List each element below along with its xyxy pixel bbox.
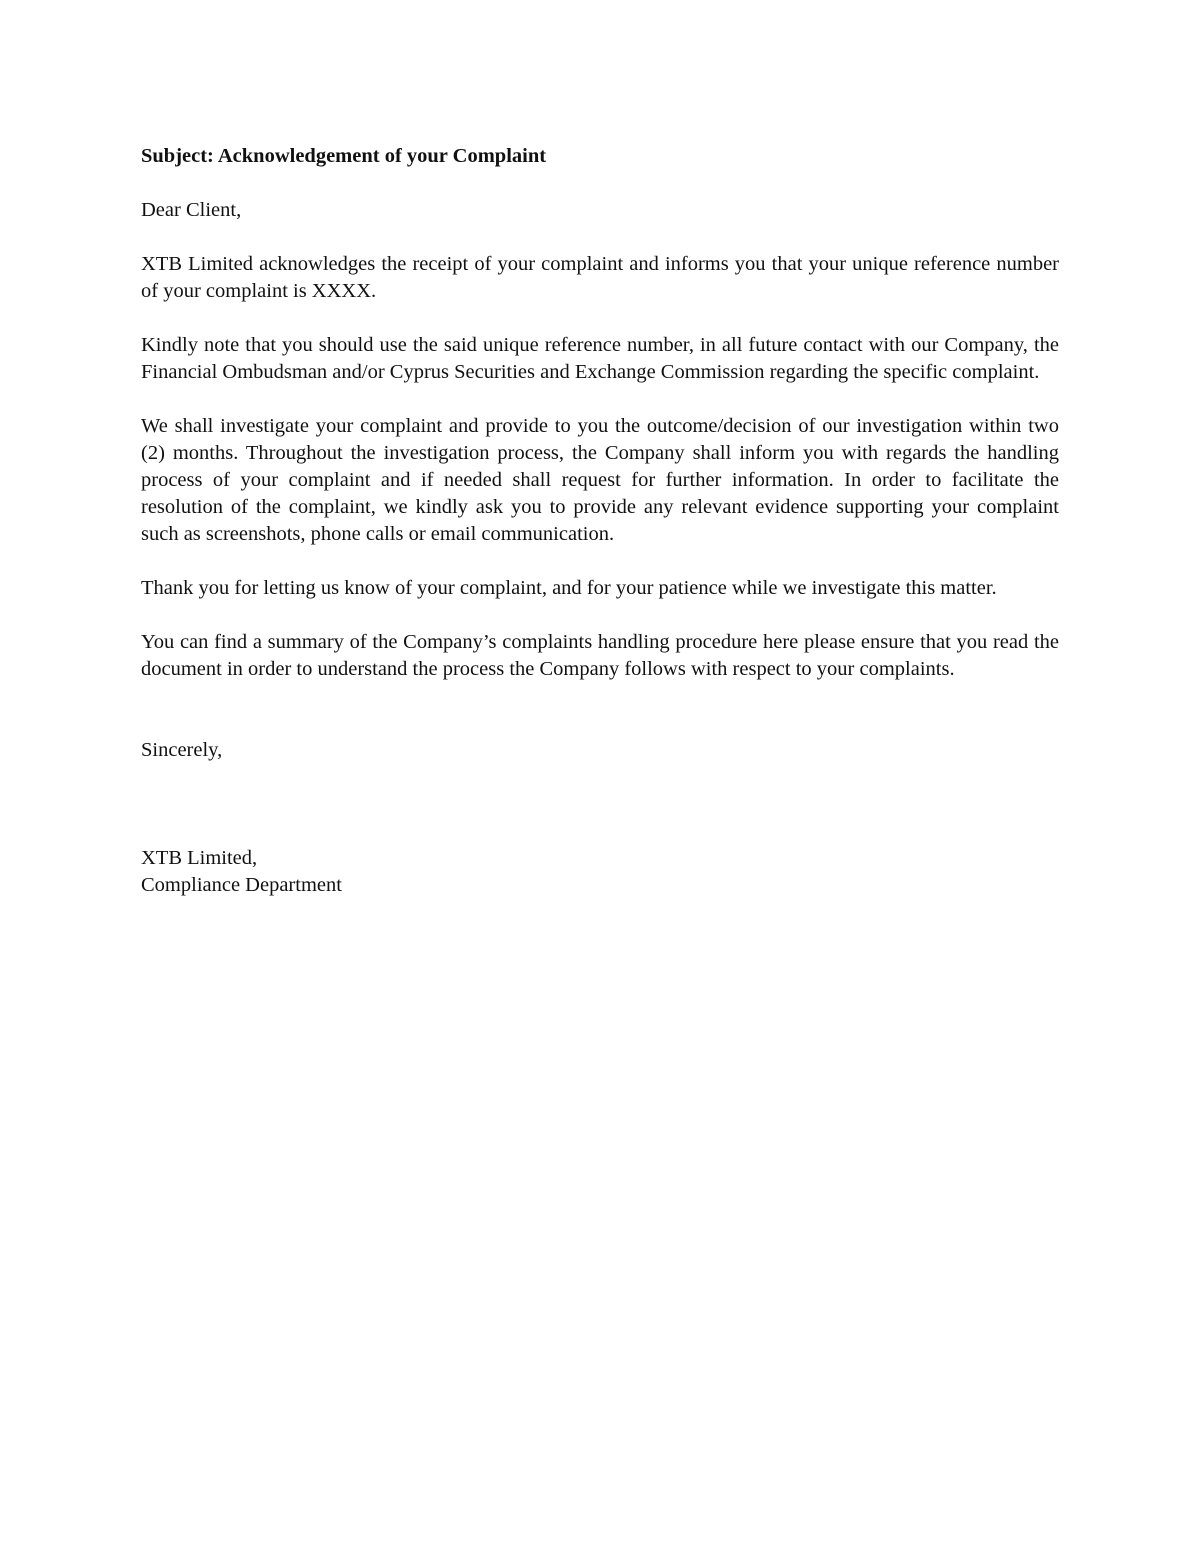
paragraph-investigation: We shall investigate your complaint and provide to you the outcome/decision of our investigation within two (2) months. Throughout the investigation process, the Company shall inform you with regards the handling process of your complaint and if needed shall request for further information. In order to facilitate the resolution of the complaint, we kindly ask you to provide any relevant evidence supporting your complaint such as screenshots, phone calls or email communication. xyxy=(141,415,1059,545)
letter-closing: Sincerely, xyxy=(141,739,223,761)
paragraph-thank-you: Thank you for letting us know of your complaint, and for your patience while we investigate this matter. xyxy=(141,577,997,599)
letter-salutation: Dear Client, xyxy=(141,199,242,221)
signature-block xyxy=(141,845,1059,899)
letter-body xyxy=(141,143,1059,899)
paragraph-procedure-summary: You can find a summary of the Company’s complaints handling procedure here please ensure that you read the document in order to understand the process the Company follows with respect to your complaints. xyxy=(141,631,1059,680)
paragraph-reference-number: XTB Limited acknowledges the receipt of your complaint and informs you that your unique reference number of your complaint is XXXX. xyxy=(141,253,1059,302)
letter-subject: Subject: Acknowledgement of your Complaint xyxy=(141,145,547,167)
signature-company: XTB Limited, xyxy=(141,847,258,869)
paragraph-use-reference: Kindly note that you should use the said unique reference number, in all future contact with our Company, the Financial Ombudsman and/or Cyprus Securities and Exchange Commission regarding the specific complaint. xyxy=(141,334,1059,383)
signature-department: Compliance Department xyxy=(141,874,342,896)
